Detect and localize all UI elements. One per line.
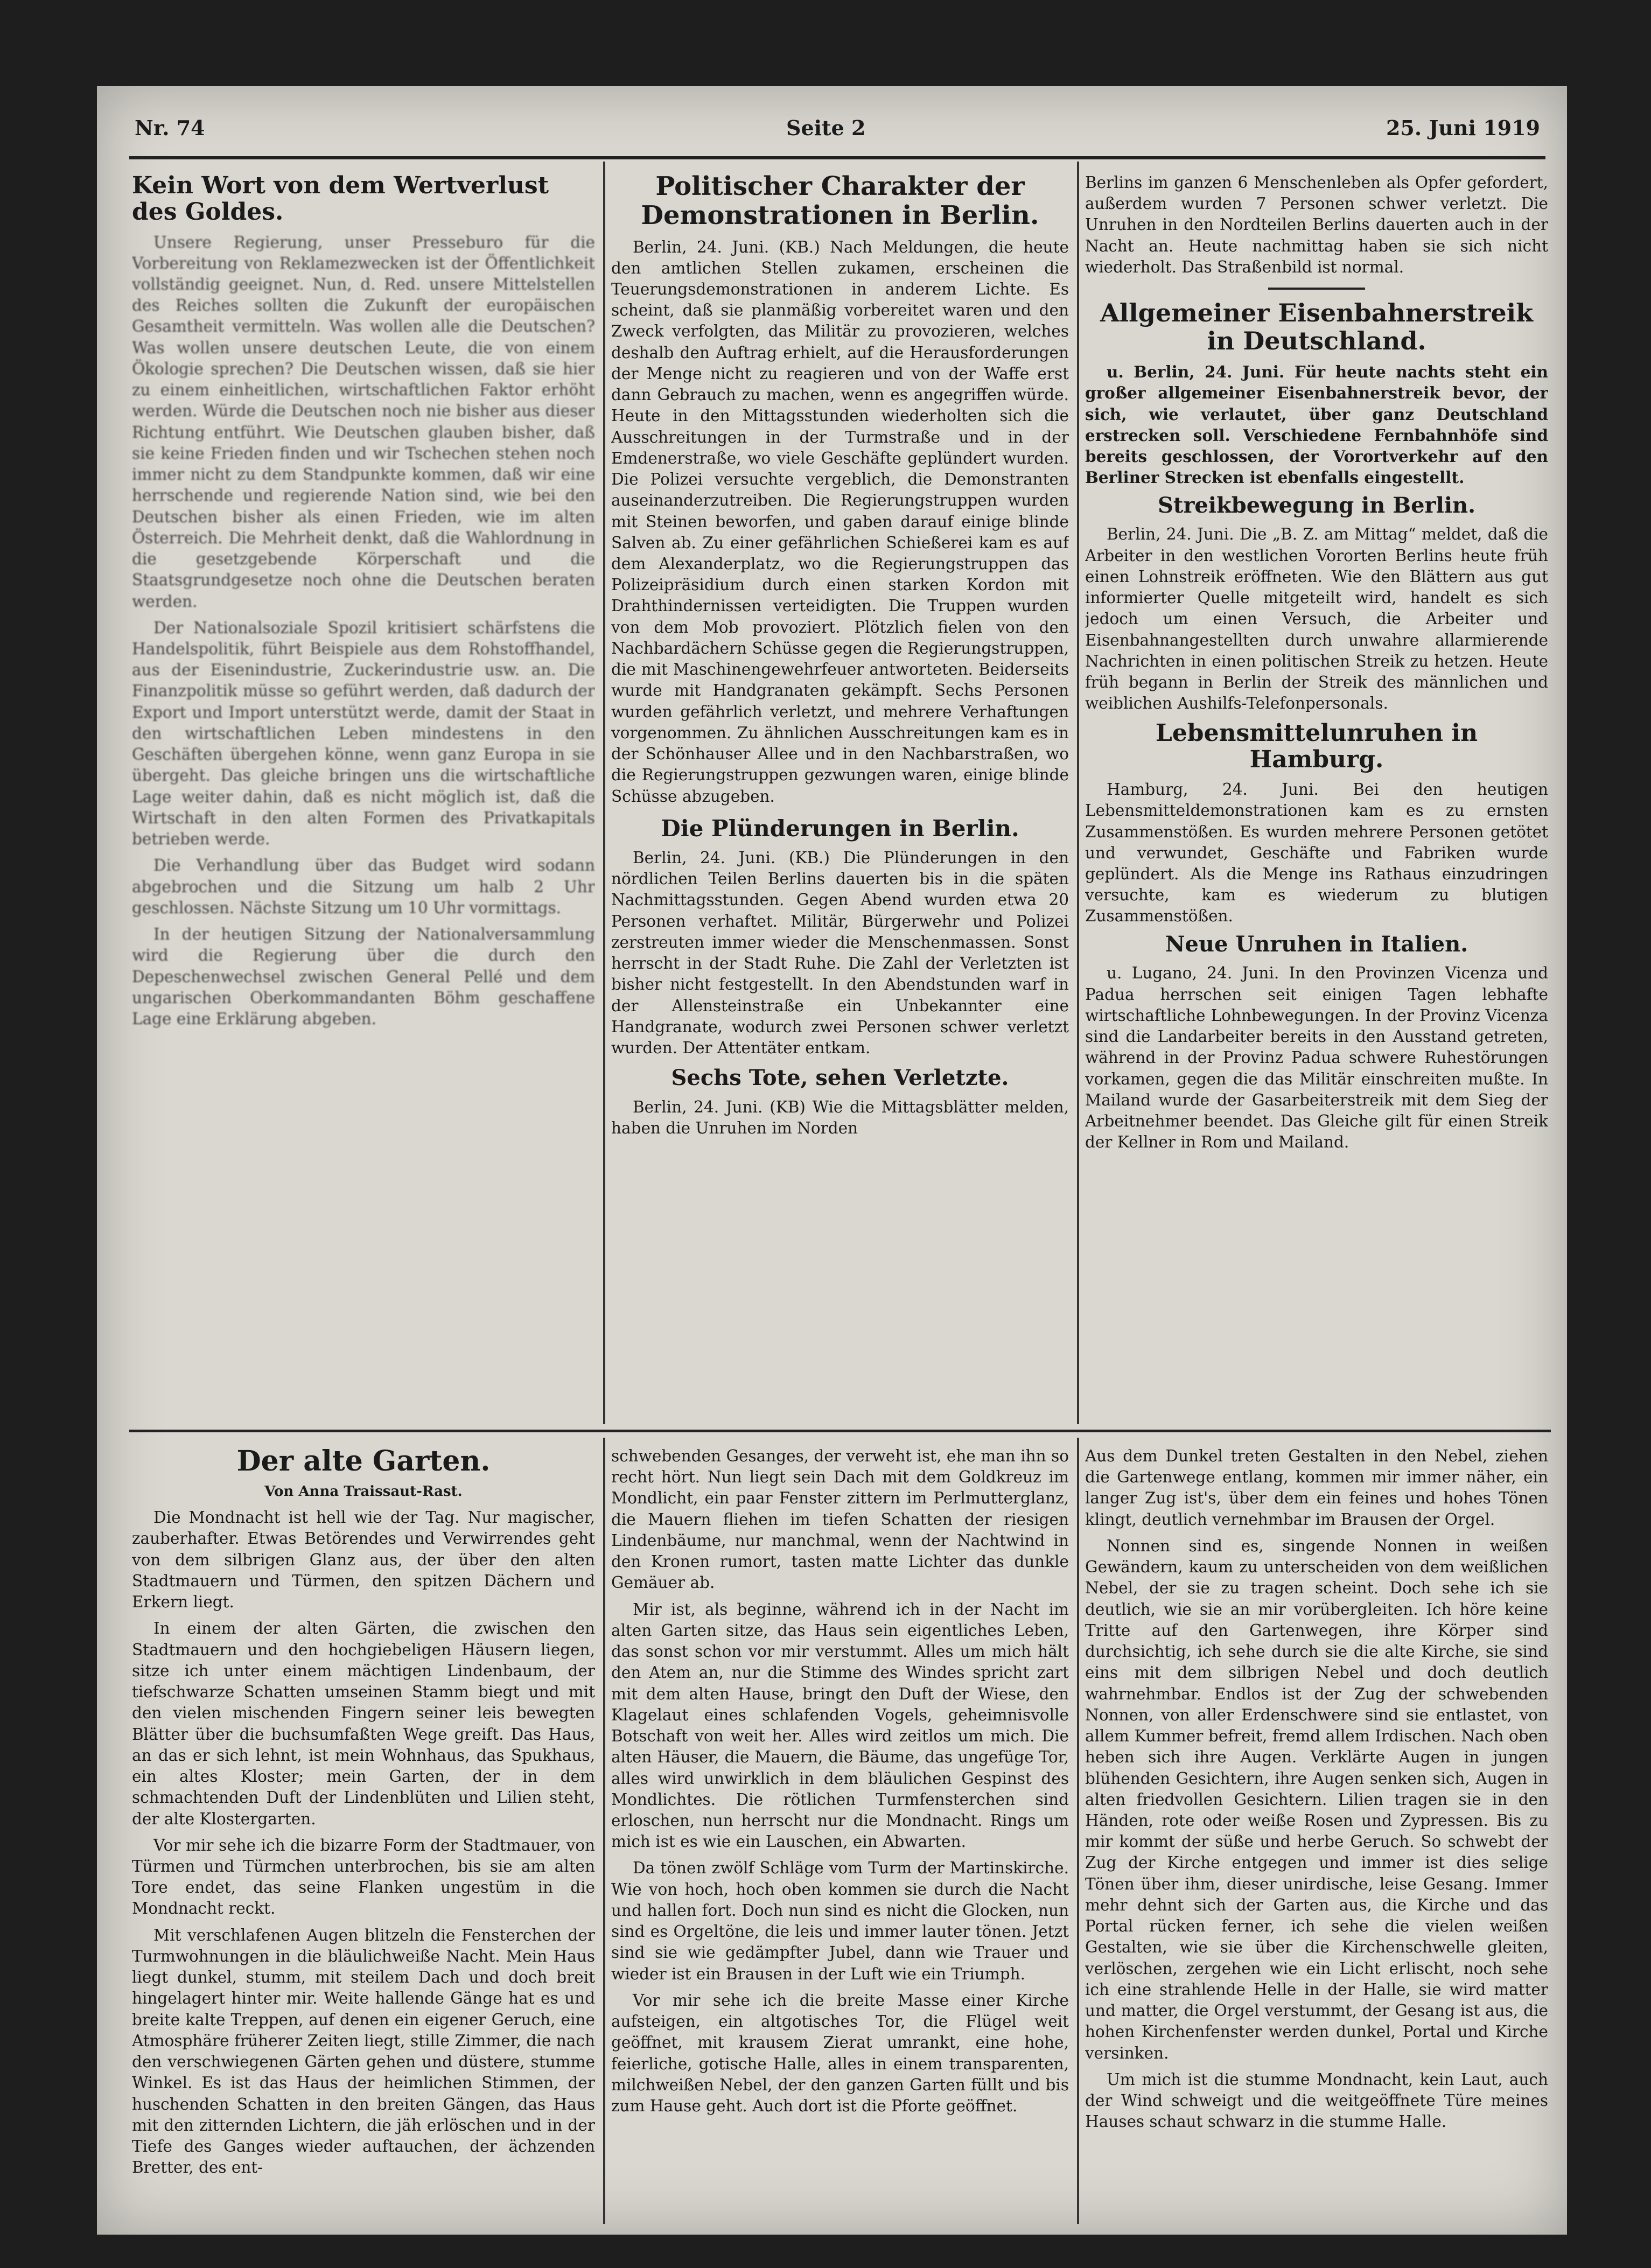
article-berlin-demonstrations — [611, 172, 1069, 1411]
article-paragraph: Unsere Regierung, unser Presseburo für die Vorbereitung von Reklamezwecken ist der Öffentlichkeit vollständig geeignet. Nun, d. Red. unsere Mittelstellen des Reiches sollten die Zukunft der europäischen Gesamtheit vermitteln. Was wollen alle die Deutschen? Was wollen unsere deutschen Leute, die von einem Ökologie sprechen? Die Deutschen wissen, daß sie hier zu einem einheitlichen, wirtschaftlichen Faktor erhöht werden. Würde die Deutschen noch nie bisher aus dieser Richtung entführt. Wie Deutschen glauben bisher, daß sie keine Frieden finden und wir Tschechen stehen noch immer nicht zu dem Standpunkte kommen, daß wir eine herrschende und regierende Nation sind, wie bei den Deutschen bisher als einen Frieden, wie im alten Österreich. Die Mehrheit denkt, daß die Wahlordnung in die gesetzgebende Körperschaft und die Staatsgrundgesetze noch ohne die Deutschen beraten werden. — [132, 233, 595, 611]
article-paragraph: Berlin, 24. Juni. (KB.) Nach Meldungen, die heute den amtlichen Stellen zukamen, erscheinen die Teuerungsdemonstrationen in anderem Lichte. Es scheint, daß sie planmäßig vorbereitet waren und den Zweck verfolgten, das Militär zu provozieren, welches deshalb den Auftrag erhielt, auf die Herausforderungen der Menge nicht zu reagieren und von der Waffe erst dann Gebrauch zu machen, wenn es angegriffen würde. Heute in den Mittagsstunden wiederholten sich die Ausschreitungen in der Turmstraße und in der Emdenerstraße, wo viele Geschäfte geplündert wurden. Die Polizei versuchte vergeblich, die Demonstranten auseinanderzutreiben. Die Regierungstruppen wurden mit Steinen beworfen, und gaben darauf einige blinde Salven ab. Zu einer gefährlichen Schießerei kam es auf dem Alexanderplatz, wo die Regierungstruppen das Polizeipräsidium durch einen starken Kordon mit Drahthindernissen verteidigten. Die Truppen wurden von dem Mob provoziert. Plötzlich fielen von den Nachbardächern Schüsse gegen die Regierungstruppen, die mit Maschinengewehrfeuer antworteten. Beiderseits wurde mit Handgranaten gekämpft. Sechs Personen wurden gefährlich verletzt, und mehrere Verhaftungen vorgenommen. Zu ähnlichen Ausschreitungen kam es in der Schönhauser Allee und in den Nachbarstraßen, wo die Regierungstruppen gezwungen waren, einige blinde Schüsse abzugeben. — [611, 237, 1069, 806]
feuilleton-paragraph: Mit verschlafenen Augen blitzeln die Fensterchen der Turmwohnungen in die bläulichweiße Nacht. Mein Haus liegt dunkel, stumm, mit steilem Dach und doch breit hingelagert hinter mir. Weite hallende Gänge hat es und breite kalte Treppen, auf denen ein eigener Geruch, eine Atmosphäre früherer Zeiten liegt, stille Zimmer, die nach den verschwiegenen Gärten gehen und düstere, stumme Winkel. Es ist das Haus der heimlichen Stimmen, der huschenden Schatten in den breiten Gängen, das Haus mit den zitternden Lichtern, die jäh erlöschen und in der Tiefe des Ganges wieder auftauchen, der ächzenden Bretter, des ent- — [132, 1926, 595, 2177]
feuilleton-column — [1085, 1446, 1548, 2221]
article-paragraph: Berlin, 24. Juni. (KB.) Die Plünderungen in den nördlichen Teilen Berlins dauerten bis in die späten Nachmittagsstunden. Gegen Abend wurden etwa 20 Personen verhaftet. Militär, Bürgerwehr und Polizei zerstreuten immer wieder die Menschenmassen. Sonst herrscht in der Stadt Ruhe. Die Zahl der Verletzten ist bisher nicht festgestellt. In den Abendstunden warf in der Allensteinstraße ein Unbekannter eine Handgranate, wodurch zwei Personen schwer verletzt wurden. Der Attentäter entkam. — [611, 848, 1069, 1057]
column-divider — [603, 162, 605, 1424]
issue-date: 25. Juni 1919 — [1386, 116, 1540, 140]
article-paragraph: Berlin, 24. Juni. Die „B. Z. am Mittag“ meldet, daß die Arbeiter in den westlichen Vororten Berlins heute früh einen Lohnstreik eröffneten. Wie den Blättern aus gut informierter Quelle mitgeteilt wird, handelt es sich jedoch um einen Versuch, die Arbeiter und Eisenbahnangestellten durch unwahre allarmierende Nachrichten in einen politischen Streik zu hetzen. Heute früh begann in Berlin der Streik des männlichen und weiblichen Aushilfs-Telefonpersonals. — [1085, 525, 1548, 713]
feuilleton-column — [611, 1446, 1069, 2221]
feuilleton-paragraph: Um mich ist die stumme Mondnacht, kein Laut, auch der Wind schweigt und die weitgeöffnete Türe meines Hauses schaut schwarz in die stumme Halle. — [1085, 2070, 1548, 2131]
article-title: Streikbewegung in Berlin. — [1157, 492, 1476, 518]
feuilleton-paragraph: Da tönen zwölf Schläge vom Turm der Martinskirche. Wie von hoch, hoch oben kommen sie durch die Nacht und hallen fort. Doch nun sind es nicht die Glocken, nun sind es Orgeltöne, die leis und immer lauter tönen. Jetzt sind sie wie gedämpfter Jubel, dann wie Trauer und wieder ist ein Brausen in der Luft wie ein Triumph. — [611, 1859, 1069, 1983]
feuilleton-paragraph: Vor mir sehe ich die breite Masse einer Kirche aufsteigen, ein altgotisches Tor, die Flügel weit geöffnet, mit krausem Zierat umrankt, eine hohe, feierliche, gotische Halle, alles in einem transparenten, milchweißen Nebel, der den ganzen Garten füllt und bis zum Hause geht. Auch dort ist die Pforte geöffnet. — [611, 1991, 1069, 2116]
article-subtitle: Sechs Tote, sehen Verletzte. — [671, 1065, 1009, 1091]
article-paragraph: In der heutigen Sitzung der Nationalversammlung wird die Regierung über die durch den Depeschenwechsel zwischen General Pellé und dem ungarischen Oberkommandanten Böhm geschaffene Lage eine Erklärung abgeben. — [132, 925, 595, 1028]
article-title: Lebensmittelunruhen in Hamburg. — [1155, 719, 1478, 773]
feuilleton-author: Von Anna Traissaut-Rast. — [264, 1483, 463, 1500]
news-column-right — [1085, 172, 1548, 1411]
feuilleton-paragraph: schwebenden Gesanges, der verweht ist, ehe man ihn so recht hört. Nun liegt sein Dach mit dem Goldkreuz im Mondlicht, ein paar Fenster zittern im Perlmutterglanz, die Mauern fliehen im tiefen Schatten der riesigen Lindenbäume, nur manchmal, wenn der Nachtwind in den Kronen rumort, tasten matte Lichter das dunkle Gemäuer ab. — [611, 1447, 1069, 1592]
feuilleton-paragraph: Vor mir sehe ich die bizarre Form der Stadtmauer, von Türmen und Türmchen unterbrochen, bis sie am alten Tore endet, das seine Flanken ungestüm in die Mondnacht reckt. — [132, 1836, 595, 1918]
feuilleton-paragraph: In einem der alten Gärten, die zwischen den Stadtmauern und den hochgiebeligen Häusern liegen, sitze ich unter einem mächtigen Lindenbaum, der tiefschwarze Schatten umseinen Stamm biegt und mit den vielen mischenden Fingern seiner leis bewegten Blätter über die buchsumfaßten Wege greift. Das Haus, an das er sich lehnt, ist mein Wohnhaus, das Spukhaus, ein altes Kloster; mein Garten, der in dem schmachtenden Duft der Lindenblüten und Lilien steht, der alte Klostergarten. — [132, 1619, 595, 1828]
article-gold-value — [132, 172, 595, 1400]
page-number: Seite 2 — [786, 116, 866, 140]
article-paragraph: Die Verhandlung über das Budget wird sodann abgebrochen und die Sitzung um halb 2 Uhr geschlossen. Nächste Sitzung um 10 Uhr vormittags. — [132, 856, 595, 917]
header-rule — [129, 156, 1545, 159]
article-title: Allgemeiner Eisenbahnerstreik in Deutschland. — [1100, 298, 1533, 355]
column-divider — [603, 1438, 605, 2224]
article-paragraph: Berlins im ganzen 6 Menschenleben als Opfer gefordert, außerdem wurden 7 Personen schwer verletzt. Die Unruhen in den Nordteilen Berlins dauerten auch in der Nacht an. Heute nachmittag haben sie sich nicht wiederholt. Das Straßenbild ist normal. — [1085, 173, 1548, 276]
feuilleton-paragraph: Aus dem Dunkel treten Gestalten in den Nebel, ziehen die Gartenwege entlang, kommen mir immer näher, ein langer Zug ist's, über dem ein feines und hohes Tönen klingt, deutlich vernehmbar im Brausen der Orgel. — [1085, 1447, 1548, 1529]
feuilleton-title: Der alte Garten. — [236, 1446, 491, 1478]
article-title: Neue Unruhen in Italien. — [1165, 931, 1468, 957]
feuilleton-paragraph: Mir ist, als beginne, während ich in der Nacht im alten Garten sitze, das Haus sein eigentliches Leben, das sonst schon vor mir verstummt. Alles um mich hält den Atem an, nur die Stimme des Windes spricht zart mit dem alten Hause, bringt den Duft der Wiese, den Klagelaut eines schlafenden Vogels, geheimnisvolle Botschaft von weit her. Alles wird zeitlos um mich. Die alten Häuser, die Mauern, die Bäume, das ungefüge Tor, alles wird unwirklich in dem bläulichen Gespinst des Mondlichtes. Die rötlichen Turmfensterchen sind erloschen, nun herrscht nur die Mondnacht. Rings um mich ist es wie ein Lauschen, ein Abwarten. — [611, 1600, 1069, 1851]
article-subtitle: Die Plünderungen in Berlin. — [661, 815, 1019, 842]
section-rule — [1268, 288, 1365, 290]
article-paragraph: u. Berlin, 24. Juni. Für heute nachts steht ein großer allgemeiner Eisenbahnerstreik bevor, der sich, wie verlautet, über ganz Deutschland erstrecken soll. Verschiedene Fernbahnhöfe sind bereits geschlossen, der Vorortverkehr auf den Berliner Strecken ist ebenfalls eingestellt. — [1085, 362, 1548, 487]
article-title: Politischer Charakter der Demonstrationen in Berlin. — [641, 172, 1039, 230]
article-paragraph: Hamburg, 24. Juni. Bei den heutigen Lebensmitteldemonstrationen kam es zu ernsten Zusammenstößen. Es wurden mehrere Personen getötet und verwundet, Geschäfte und Fabriken wurde geplündert. Als die Menge ins Rathaus einzudringen versuchte, kam es wiederum zu blutigen Zusammenstößen. — [1085, 780, 1548, 926]
column-divider — [1077, 1438, 1079, 2224]
article-title: Kein Wort von dem Wertverlust des Goldes. — [132, 172, 549, 226]
newspaper-page — [97, 86, 1567, 2235]
feuilleton-paragraph: Nonnen sind es, singende Nonnen in weißen Gewändern, kaum zu unterscheiden von dem weißlichen Nebel, der sie zu tragen scheint. Doch sehe ich sie deutlich, wie sie an mir vorübergleiten. Ich höre keine Tritte auf den Gartenwegen, ihre Körper sind durchsichtig, ich sehe durch sie die alte Kirche, sie sind eins mit dem silbrigen Nebel und doch deutlich wahrnehmbar. Endlos ist der Zug der schwebenden Nonnen, von aller Erdenschwere sind sie entlastet, von allem Kummer befreit, fremd allem Irdischen. Nach oben heben sich ihre Augen. Verklärte Augen in jungen blühenden Gesichtern, ihre Augen senken sich, Augen in alten friedvollen Gesichtern. Lilien tragen sie in den Händen, rote oder weiße Rosen und Zypressen. Bis zu mir kommt der süße und herbe Geruch. So schwebt der Zug der Kirche entgegen und immer ist dies selige Tönen über ihm, dieser unirdische, leise Gesang. Immer mehr dehnt sich der Garten aus, die Kirche und das Portal rücken ferner, ich sehe die vielen weißen Gestalten, wie sie über die Kirchenschwelle gleiten, verlöschen, zergehen wie ein Licht erlischt, noch sehe ich eine strahlende Helle in der Halle, sie wird matter und matter, die Orgel verstummt, der Gesang ist aus, die hohen Kirchenfenster werden dunkel, Portal und Kirche versinken. — [1085, 1536, 1548, 2062]
column-divider — [1077, 162, 1079, 1424]
issue-number: Nr. 74 — [135, 116, 205, 140]
article-paragraph: Berlin, 24. Juni. (KB) Wie die Mittagsblätter melden, haben die Unruhen im Norden — [611, 1098, 1069, 1138]
feuilleton-paragraph: Die Mondnacht ist hell wie der Tag. Nur magischer, zauberhafter. Etwas Betörendes und Verwirrendes geht von dem silbrigen Glanz aus, der über den alten Stadtmauern und Türmen, den spitzen Dächern und Erkern liegt. — [132, 1508, 595, 1612]
article-paragraph: Der Nationalsoziale Spozil kritisiert schärfstens die Handelspolitik, führt Beispiele aus dem Rohstoffhandel, aus der Eisenindustrie, Zuckerindustrie usw. an. Die Finanzpolitik müsse so geführt werden, daß dadurch der Export und Import unterstützt werde, damit der Staat in den wirtschaftlichen Leben mindestens in den Geschäften übergehen könne, wenn ganz Europa in sie übergeht. Das gleiche bringen uns die wirtschaftliche Lage weiter dahin, daß es nicht möglich ist, daß die Wirtschaft in den alten Formen des Privatkapitals betrieben werde. — [132, 618, 595, 849]
feuilleton-column — [132, 1446, 595, 2221]
section-divider — [129, 1430, 1551, 1432]
article-paragraph: u. Lugano, 24. Juni. In den Provinzen Vicenza und Padua herrschen seit einigen Tagen lebhafte wirtschaftliche Lohnbewegungen. In der Provinz Vicenza sind die Landarbeiter bereits in den Ausstand getreten, während in der Provinz Padua schwere Ruhestörungen vorkamen, gegen die das Militär einschreiten mußte. In Mailand wurde der Gasarbeiterstreik mit dem Sieg der Arbeitnehmer beendet. Das Gleiche gilt für einen Streik der Kellner in Rom und Mailand. — [1085, 964, 1548, 1152]
